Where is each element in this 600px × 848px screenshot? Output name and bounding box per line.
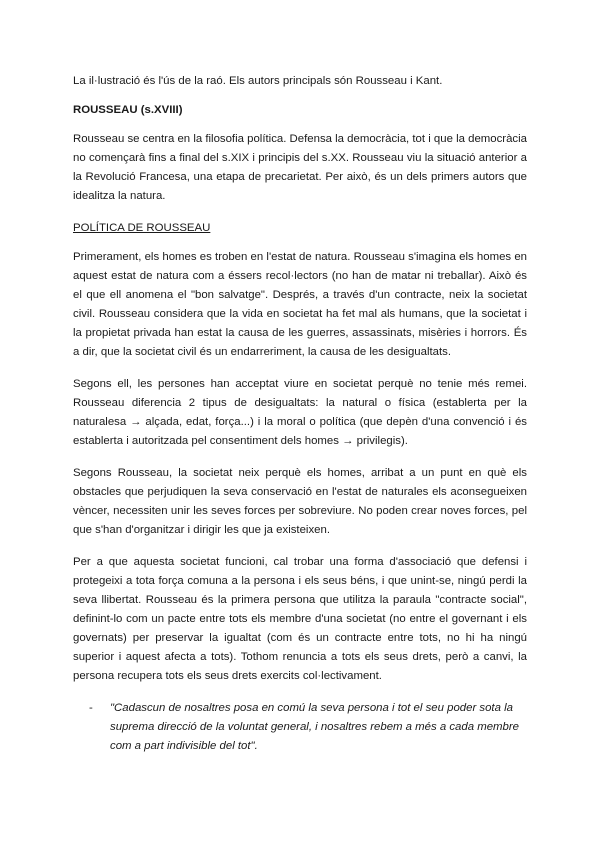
paragraph-inequalities: Segons ell, les persones han acceptat viure en societat perquè no tenie més remei. Rousseau diferencia 2 tipus de desigualtats: la natural o física (establerta per la naturalesa → alçada, edat, força...) i la moral o política (que depèn d'una convenció i és establerta i autoritzada pel consentiment dels homes → privilegis).: [73, 378, 527, 447]
list-bullet: -: [89, 702, 93, 714]
quote-list-item: [73, 699, 527, 756]
paragraph-social-contract: Per a que aquesta societat funcioni, cal trobar una forma d'associació que defensi i protegeixi a tota força comuna a la persona i els seus béns, i que unint-se, ningú perdi la seva llibertat. Rousseau és la primera persona que utilitza la paraula "contracte social", definint-lo com un pacte entre tots els membre d'una societat (no entre el governant i els governats) per preservar la igualtat (com és un contracte entre tots, no hi ha ningú superior i aquest afecta a tots). Tothom renuncia a tots els seus drets, però a canvi, la persona recupera tots els seus drets exercits col·lectivament.: [73, 556, 527, 682]
subsection-heading: POLÍTICA DE ROUSSEAU: [73, 222, 211, 234]
intro-paragraph: La il·lustració és l'ús de la raó. Els autors principals són Rousseau i Kant.: [73, 75, 443, 87]
paragraph-intro-rousseau: Rousseau se centra en la filosofia política. Defensa la democràcia, tot i que la democràcia no començarà fins a final del s.XIX i principis del s.XX. Rousseau viu la situació anterior a la Revolució Francesa, una etapa de precarietat. Per això, és un dels primers autors que idealitza la natura.: [73, 133, 527, 202]
document-page: [73, 72, 527, 756]
section-heading: ROUSSEAU (s.XVIII): [73, 104, 183, 116]
paragraph-society-origin: Segons Rousseau, la societat neix perquè els homes, arribat a un punt en què els obstacles que perjudiquen la seva conservació en l'estat de naturales els aconsegueixen vèncer, necessiten unir les seves forces per sobreviure. No poden crear noves forces, pel que s'han d'organitzar i dirigir les que ja existeixen.: [73, 467, 527, 536]
paragraph-state-of-nature: Primerament, els homes es troben en l'estat de natura. Rousseau s'imagina els homes en aquest estat de natura com a éssers recol·lectors (no han de matar ni treballar). Això és el que ell anomena el "bon salvatge". Després, a través d'un contracte, neix la societat civil. Rousseau considera que la vida en societat ha fet mal als humans, que la societat i la propietat privada han estat la causa de les guerres, assassinats, misèries i horrors. És a dir, que la societat civil és un endarreriment, la causa de les desigualtats.: [73, 251, 527, 358]
quote-text: "Cadascun de nosaltres posa en comú la seva persona i tot el seu poder sota la suprema direcció de la voluntat general, i nosaltres rebem a més a cada membre com a part indivisible del tot".: [110, 702, 520, 752]
